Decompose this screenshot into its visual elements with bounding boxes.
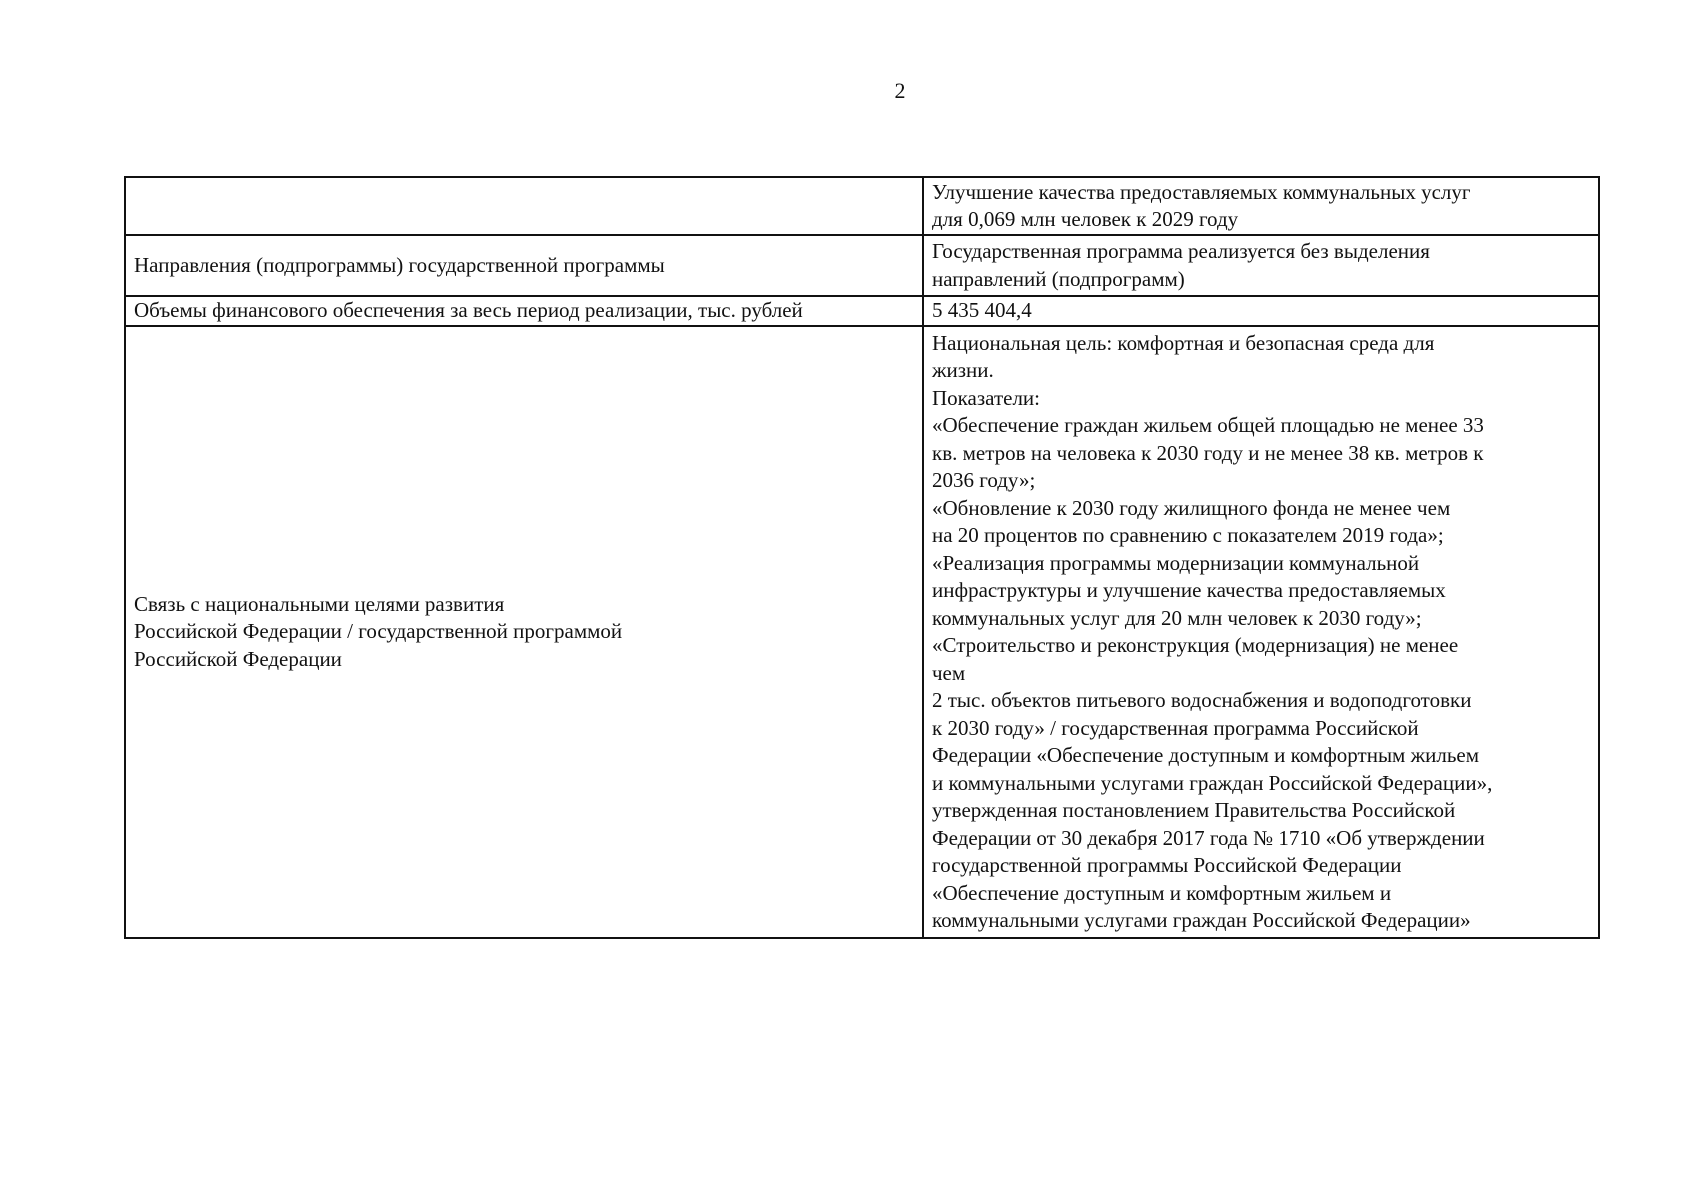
value-line: для 0,069 млн человек к 2029 году — [932, 207, 1239, 231]
value-line: и коммунальными услугами граждан Российской Федерации», — [932, 770, 1493, 795]
program-passport-table — [124, 176, 1600, 939]
label-line: Связь с национальными целями развития — [134, 591, 505, 616]
value-line: «Обеспечение доступным и комфортным жильем и — [932, 880, 1392, 905]
page-number: 2 — [894, 78, 906, 103]
value-line: «Обеспечение граждан жильем общей площадью не менее 33 — [932, 413, 1484, 437]
value-line: кв. метров на человека к 2030 году и не менее 38 кв. метров к — [932, 440, 1484, 465]
label-cell — [125, 326, 923, 938]
value-line: 2036 году»; — [932, 468, 1036, 492]
label-line: Российской Федерации — [134, 646, 342, 671]
value-line: «Строительство и реконструкция (модернизация) не менее — [932, 633, 1459, 657]
value-line: Показатели: — [932, 385, 1040, 410]
label-cell — [125, 296, 923, 326]
value-line: Улучшение качества предоставляемых коммунальных услуг — [932, 179, 1471, 204]
label-cell-empty — [125, 177, 923, 235]
label-line: Объемы финансового обеспечения за весь период реализации, тыс. рублей — [134, 298, 803, 323]
table-row-national-goals — [125, 326, 1599, 938]
value-cell — [923, 177, 1599, 235]
value-line: инфраструктуры и улучшение качества предоставляемых — [932, 578, 1446, 602]
label-line: Направления (подпрограммы) государственной программы — [134, 252, 665, 277]
value-line: государственной программы Российской Федерации — [932, 853, 1402, 877]
value-cell — [923, 296, 1599, 326]
value-line: коммунальных услуг для 20 млн человек к 2030 году»; — [932, 605, 1422, 630]
value-line: 2 тыс. объектов питьевого водоснабжения и водоподготовки — [932, 688, 1472, 712]
value-line: коммунальными услугами граждан Российской Федерации» — [932, 908, 1471, 932]
value-line: Национальная цель: комфортная и безопасная среда для — [932, 330, 1435, 355]
value-cell — [923, 326, 1599, 938]
label-cell — [125, 235, 923, 296]
value-line: Федерации от 30 декабря 2017 года № 1710 «Об утверждении — [932, 825, 1485, 850]
value-cell — [923, 235, 1599, 296]
value-line: Федерации «Обеспечение доступным и комфортным жильем — [932, 743, 1480, 767]
value-line: утвержденная постановлением Правительства Российской — [932, 798, 1456, 822]
value-line: направлений (подпрограмм) — [932, 266, 1185, 291]
table-row-directions — [125, 235, 1599, 296]
table-row-quality-improvement — [125, 177, 1599, 235]
value-line: жизни. — [932, 358, 994, 382]
table-row-funding — [125, 296, 1599, 326]
funding-amount: 5 435 404,4 — [932, 298, 1032, 323]
value-line: на 20 процентов по сравнению с показателем 2019 года»; — [932, 523, 1444, 547]
value-line: Государственная программа реализуется без выделения — [932, 239, 1430, 263]
value-line: чем — [932, 660, 966, 685]
label-line: Российской Федерации / государственной программой — [134, 619, 623, 644]
value-line: к 2030 году» / государственная программа Российской — [932, 715, 1419, 740]
value-line: «Обновление к 2030 году жилищного фонда не менее чем — [932, 495, 1451, 520]
value-line: «Реализация программы модернизации коммунальной — [932, 550, 1420, 575]
